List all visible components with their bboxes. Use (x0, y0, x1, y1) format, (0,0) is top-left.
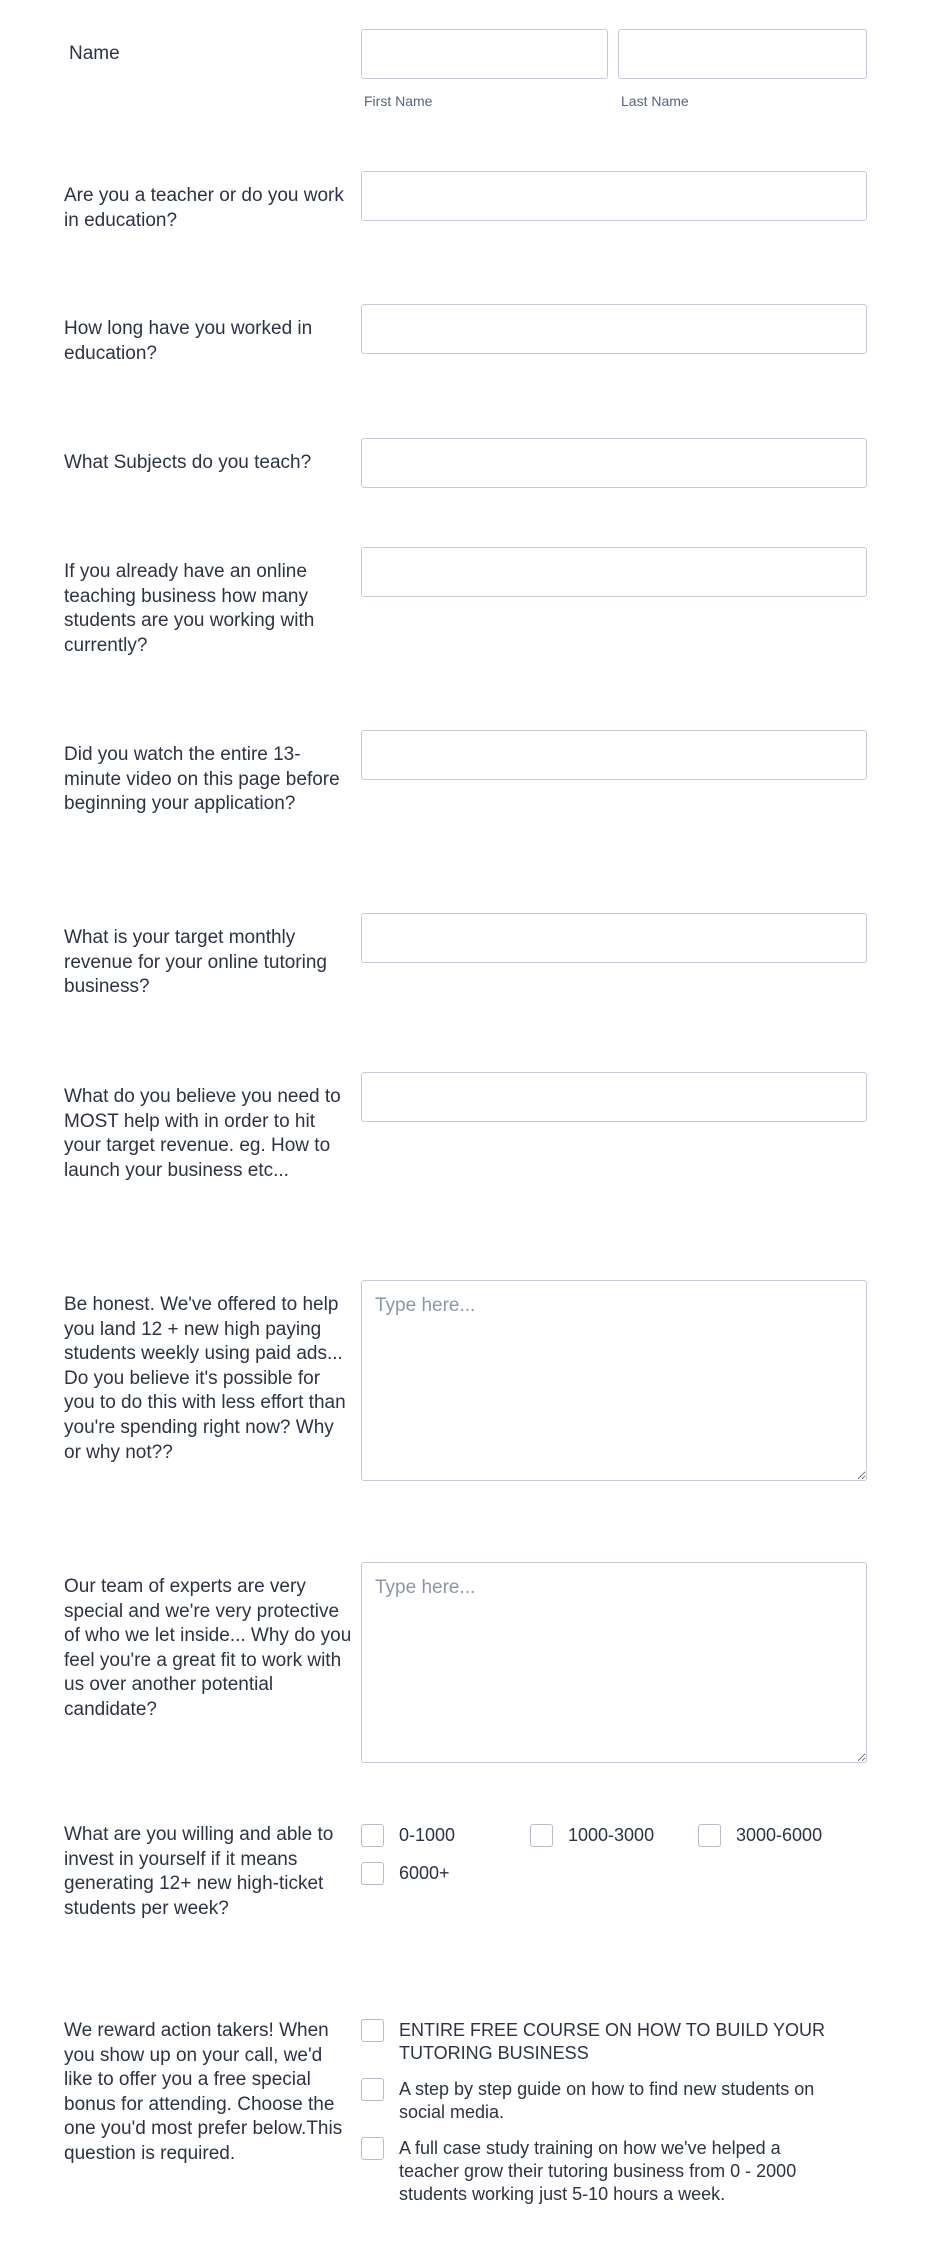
bonus-option-label: A full case study training on how we've helped a teacher grow their tutoring business from 0 - 2000 students working just 5-10 hours a week. (399, 2138, 797, 2204)
invest-option-label: 3000-6000 (736, 1825, 823, 1845)
invest-option[interactable] (698, 1824, 822, 1847)
checkbox[interactable] (361, 2078, 384, 2101)
honest-textarea[interactable] (361, 1280, 867, 1481)
invest-option-label: 6000+ (399, 1863, 450, 1883)
checkbox[interactable] (361, 2137, 384, 2160)
bonus-option-label: ENTIRE FREE COURSE ON HOW TO BUILD YOUR TUTORING BUSINESS (399, 2020, 826, 2063)
teacher-question-label: Are you a teacher or do you work in education? (64, 185, 344, 231)
fit-question-label: Our team of experts are very special and we're very protective of who we let inside... Why do you feel you're a great fit to work with us over another potential candidate? (64, 1576, 352, 1720)
checkbox[interactable] (361, 1824, 384, 1847)
invest-option[interactable] (530, 1824, 654, 1847)
fit-textarea[interactable] (361, 1562, 867, 1763)
honest-question-label: Be honest. We've offered to help you land 12 + new high paying students weekly using paid ads... Do you believe it's possible for you to do this with less effort than you're spending right now? Why or why not?? (64, 1294, 346, 1463)
bonus-question-label: We reward action takers! When you show up on your call, we'd like to offer you a free special bonus for attending. Choose the one you'd most prefer below.This question is required. (64, 2020, 343, 2164)
students-question-label: If you already have an online teaching business how many students are you working with currently? (64, 561, 315, 656)
first-name-input[interactable] (361, 29, 608, 79)
bonus-option-label: A step by step guide on how to find new students on social media. (399, 2079, 815, 2122)
invest-question-label: What are you willing and able to invest in yourself if it means generating 12+ new high-ticket students per week? (64, 1824, 334, 1919)
students-input[interactable] (361, 547, 867, 597)
help-input[interactable] (361, 1072, 867, 1122)
checkbox[interactable] (698, 1824, 721, 1847)
checkbox[interactable] (361, 1862, 384, 1885)
bonus-option[interactable] (361, 2078, 839, 2124)
video-input[interactable] (361, 730, 867, 780)
subjects-input[interactable] (361, 438, 867, 488)
checkbox[interactable] (361, 2019, 384, 2042)
subjects-question-label: What Subjects do you teach? (64, 452, 312, 473)
checkbox[interactable] (530, 1824, 553, 1847)
last-name-input[interactable] (618, 29, 867, 79)
experience-input[interactable] (361, 304, 867, 354)
last-name-sublabel: Last Name (621, 93, 689, 109)
teacher-input[interactable] (361, 171, 867, 221)
bonus-option[interactable] (361, 2019, 839, 2065)
invest-option-label: 1000-3000 (568, 1825, 655, 1845)
revenue-question-label: What is your target monthly revenue for your online tutoring business? (64, 927, 327, 998)
revenue-input[interactable] (361, 913, 867, 963)
invest-option[interactable] (361, 1824, 455, 1847)
help-question-label: What do you believe you need to MOST help with in order to hit your target revenue. eg. How to launch your business etc... (64, 1086, 341, 1181)
first-name-sublabel: First Name (364, 93, 433, 109)
bonus-option[interactable] (361, 2137, 839, 2206)
invest-option[interactable] (361, 1862, 450, 1885)
name-label: Name (69, 43, 120, 64)
invest-option-label: 0-1000 (399, 1825, 456, 1845)
video-question-label: Did you watch the entire 13-minute video on this page before beginning your application? (64, 744, 340, 815)
experience-question-label: How long have you worked in education? (64, 318, 313, 364)
